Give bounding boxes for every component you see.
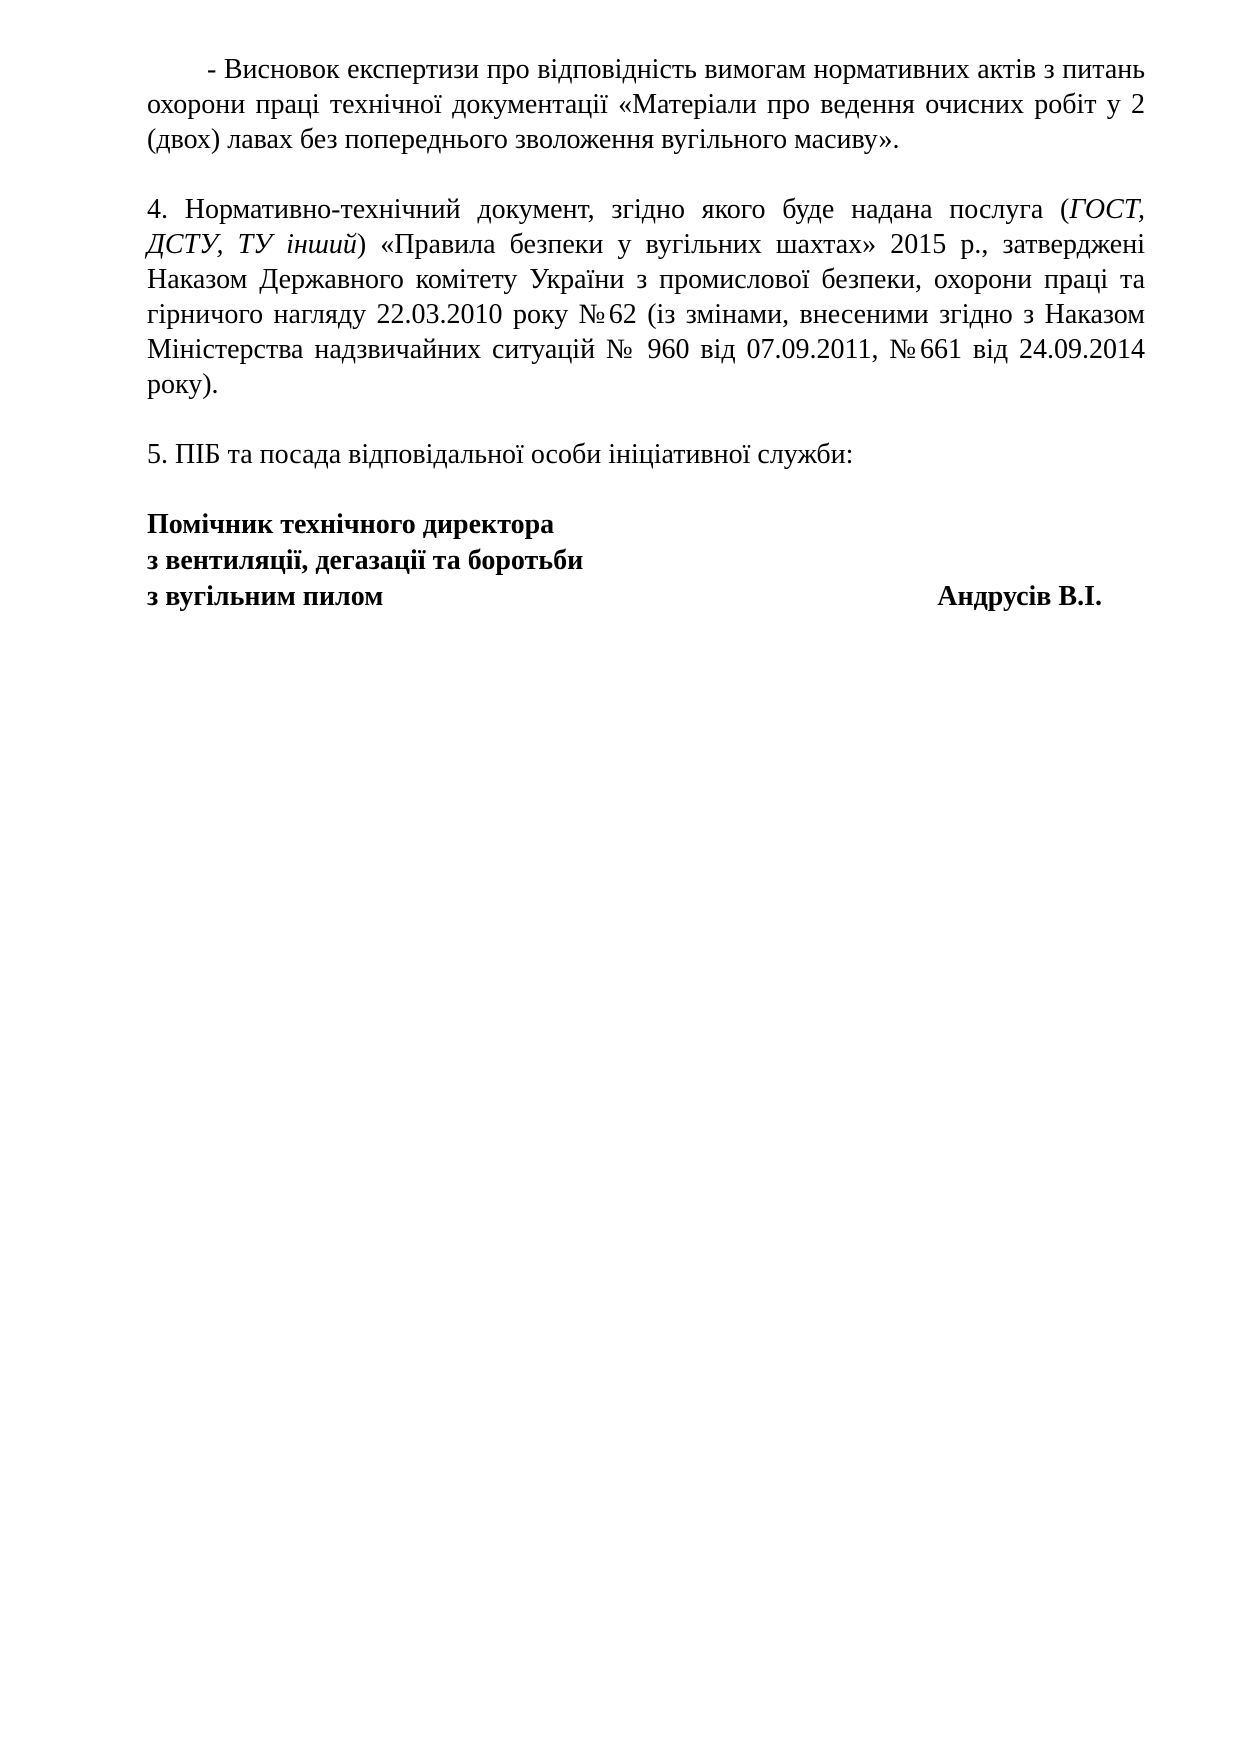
signature-position-line-1: Помічник технічного директора — [147, 509, 555, 540]
signature-position-line-2: з вентиляції, дегазації та боротьби — [147, 545, 584, 576]
item-4-italic: ГОСТ, ДСТУ, ТУ інший — [147, 194, 1145, 260]
signature-block — [147, 507, 1145, 615]
paragraph-item-4 — [147, 192, 1145, 402]
signature-last-line — [147, 579, 1102, 615]
item-4-rest: ) «Правила безпеки у вугільних шахтах» 2015 р., затверджені Наказом Державного комітету України з промислової безпеки, охорони праці та гірничого нагляду 22.03.2010 року №62 (із змінами, внесеними згідно з Наказом Міністерства надзвичайних ситуацій № 960 від 07.09.2011, №661 від 24.09.2014 року). — [147, 229, 1145, 400]
paragraph-item-5: 5. ПІБ та посада відповідальної особи ініціативної служби: — [147, 439, 854, 470]
signature-position-line-3: з вугільним пилом — [147, 581, 384, 612]
paragraph-expert-conclusion: - Висновок експертизи про відповідність вимогам нормативних актів з питань охорони праці технічної документації «Матеріали про ведення очисних робіт у 2 (двох) лавах без попереднього зволоження вугільного масиву». — [147, 54, 1145, 155]
signature-name: Андрусів В.І. — [937, 581, 1102, 612]
document-page — [147, 52, 1145, 615]
item-4-start: 4. Нормативно-технічний документ, згідно якого буде надана послуга ( — [147, 194, 1070, 225]
